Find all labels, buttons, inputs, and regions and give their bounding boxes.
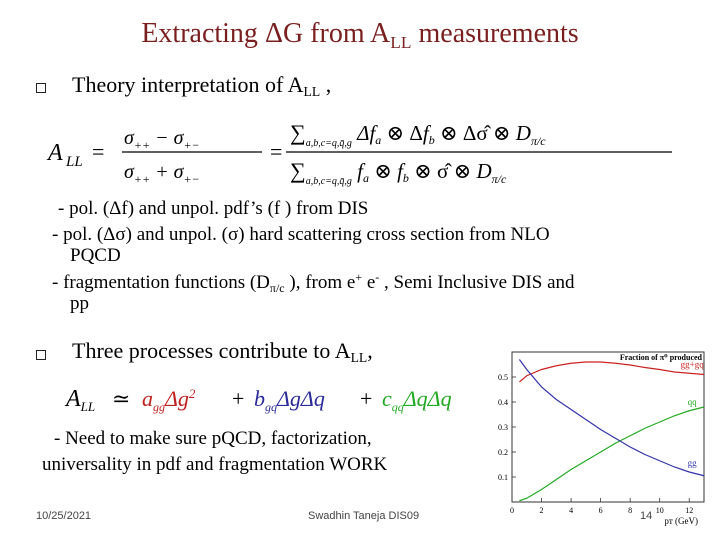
bullet1-subscript: LL	[303, 84, 321, 100]
note-frag-post: ), from e	[284, 272, 356, 293]
title-delta: ΔG	[264, 18, 304, 49]
note-frag-sup2: -	[375, 270, 380, 284]
chart-title: Fraction of π⁰ produced	[619, 353, 702, 362]
footer-date: 10/25/2021	[36, 510, 92, 522]
bullet-three-processes	[72, 338, 373, 364]
x-tick-label: 4	[569, 506, 574, 515]
chart-frame	[512, 352, 704, 502]
formula2-plus1: +	[232, 386, 245, 411]
bullet2-text: Three processes contribute to A	[72, 338, 351, 363]
formula-den1: $\sigma_{++} + \sigma_{+-}$	[124, 161, 200, 186]
bullet1-post: ,	[320, 72, 332, 97]
footer-page-number: 14	[640, 510, 653, 522]
x-tick-label: 0	[510, 506, 514, 515]
footer-center: Swadhin Taneja DIS09	[308, 510, 420, 522]
y-tick-label: 0.2	[498, 448, 508, 457]
formula2-approx: ≃	[112, 386, 131, 411]
need-line-1: - Need to make sure pQCD, factorization,	[54, 428, 372, 449]
formula-num1: $\sigma_{++} - \sigma_{+-}$	[124, 127, 200, 152]
formula2-gq-term: $b_{gq}\Delta g\Delta q$	[254, 386, 325, 414]
square-bullet-icon	[36, 350, 46, 360]
note-frag-pre: - fragmentation functions (D	[52, 272, 270, 293]
note-frag-sub: π/c	[269, 281, 285, 295]
formula2-qq-term: $c_{qq}\Delta q\Delta q$	[382, 386, 452, 414]
note-cross-section-cont: PQCD	[70, 245, 121, 266]
process-formula	[62, 378, 472, 418]
y-tick-label: 0.5	[498, 373, 508, 382]
x-tick-label: 12	[685, 506, 694, 515]
formula-eq2: =	[270, 139, 283, 164]
formula-den2: $\sum_{a,b,c=q,q̄,g}$ fa ⊗ fb ⊗ σ̂ ⊗ $D_{\pi/c}$	[290, 158, 507, 187]
formula-eq1: =	[92, 139, 105, 164]
bullet2-post: ,	[367, 338, 373, 363]
formula2-gg-term: $a_{gg}\Delta g^2$	[142, 386, 196, 414]
bullet-theory-interpretation	[72, 72, 331, 98]
note-fragmentation-cont: pp	[70, 293, 89, 314]
pi0-fraction-chart	[482, 340, 710, 536]
need-line-2: universality in pdf and fragmentation WORK	[42, 454, 388, 475]
note-frag-mid: e	[362, 272, 376, 293]
x-tick-label: 2	[539, 506, 544, 515]
square-bullet-icon	[36, 83, 46, 93]
formula-num2: $\sum_{a,b,c=q,q̄,g}$ Δfa ⊗ Δfb ⊗ Δσ̂ ⊗ $D_{\pi/c}$	[290, 120, 546, 149]
y-tick-label: 0.4	[498, 398, 508, 407]
all-formula	[40, 112, 680, 192]
x-tick-label: 10	[655, 506, 664, 515]
bullet1-text: Theory interpretation of A	[72, 72, 304, 97]
bullet2-subscript: LL	[350, 350, 368, 366]
formula-lhs-sub: LL	[66, 154, 83, 170]
title-subscript: LL	[390, 32, 412, 52]
formula2-plus2: +	[360, 386, 373, 411]
slide-title	[0, 18, 720, 50]
y-tick-label: 0.1	[498, 473, 508, 482]
note-pdf: - pol. (Δf) and unpol. pdf’s (f ) from DIS	[58, 198, 369, 219]
title-text-post: measurements	[411, 18, 579, 49]
x-tick-label: 6	[598, 506, 603, 515]
note-cross-section: - pol. (Δσ) and unpol. (σ) hard scattering cross section from NLO	[52, 224, 550, 245]
note-fragmentation	[52, 272, 575, 295]
note-frag-end: , Semi Inclusive DIS and	[379, 272, 575, 293]
series-label-gg+gq: gg+gq	[680, 359, 704, 370]
x-tick-label: 8	[628, 506, 633, 515]
y-tick-label: 0.3	[498, 423, 508, 432]
series-label-qq: qq	[687, 396, 697, 407]
note-frag-sup1: +	[355, 270, 363, 284]
formula2-lhs: $A_{LL}$	[66, 386, 96, 414]
formula-lhs: A	[48, 140, 63, 166]
series-label-gg: gg	[687, 458, 697, 468]
title-text-mid: from A	[303, 18, 391, 49]
x-axis-label: pᴛ (GeV)	[664, 516, 698, 526]
title-text-pre: Extracting	[141, 18, 265, 49]
